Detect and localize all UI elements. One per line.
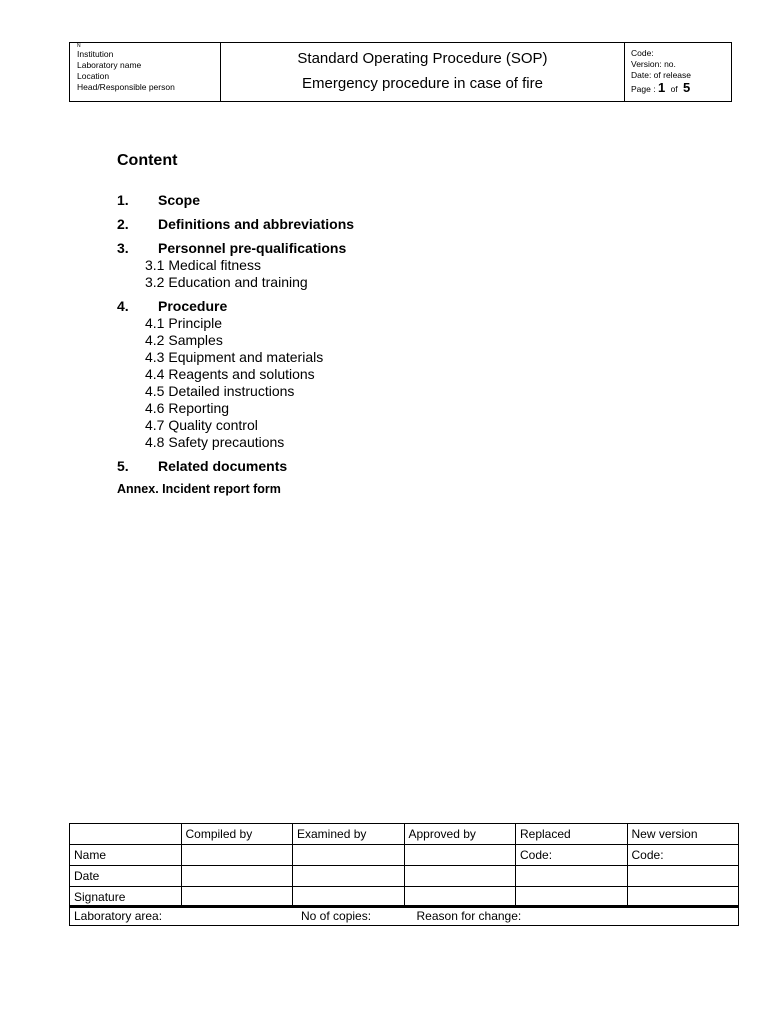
table-of-contents [117, 192, 617, 497]
toc-section-procedure [117, 298, 617, 315]
toc-section-definitions [117, 216, 617, 233]
toc-subsection: 3.1 Medical fitness [145, 257, 261, 273]
institution-label: Institution [77, 49, 114, 59]
date-label: Date: of release [631, 70, 692, 80]
toc-section-number: 4. [117, 298, 129, 314]
toc-section-label: Personnel pre-qualifications [158, 240, 347, 256]
toc-section-number: 5. [117, 458, 129, 474]
table-cell [182, 887, 294, 905]
table-cell [628, 866, 739, 886]
table-row [70, 887, 738, 908]
table-cell [628, 887, 739, 905]
page-current: 1 [657, 80, 666, 95]
document-header [69, 42, 732, 102]
toc-section-label: Scope [158, 192, 201, 208]
toc-section-label: Definitions and abbreviations [158, 216, 355, 232]
table-cell [293, 845, 405, 865]
laboratory-area-label: Laboratory area: [74, 909, 163, 923]
header-tiny-mark: N [77, 43, 81, 49]
table-cell [405, 866, 517, 886]
table-cell [405, 887, 517, 905]
laboratory-name-label: Laboratory name [77, 60, 142, 70]
toc-subsection: 4.6 Reporting [145, 400, 230, 416]
table-cell [182, 866, 294, 886]
document-title: Standard Operating Procedure (SOP) [297, 50, 548, 67]
header-title-block [221, 43, 625, 101]
toc-subsection: 4.1 Principle [145, 315, 223, 331]
table-cell: Name [70, 845, 182, 865]
table-cell [516, 866, 628, 886]
head-responsible-label: Head/Responsible person [77, 82, 175, 92]
header-meta-block [625, 43, 731, 101]
toc-section-label: Procedure [158, 298, 228, 314]
table-header-cell: Examined by [293, 824, 405, 844]
toc-section-personnel [117, 240, 617, 257]
table-cell: Code: [631, 848, 664, 862]
toc-subsection: 3.2 Education and training [145, 274, 308, 290]
table-header-cell: Compiled by [182, 824, 294, 844]
table-cell [293, 866, 405, 886]
copies-label: No of copies: [301, 909, 372, 923]
toc-section-number: 3. [117, 240, 129, 256]
table-header-cell: New version [631, 827, 698, 841]
table-cell: Code: [516, 845, 628, 865]
table-cell [405, 845, 517, 865]
page-label: Page : [631, 84, 656, 94]
content-heading: Content [117, 152, 178, 169]
page-of: of [670, 84, 678, 94]
version-label: Version: no. [631, 59, 676, 69]
table-cell [182, 845, 294, 865]
document-subtitle: Emergency procedure in case of fire [302, 75, 543, 92]
table-cell [516, 887, 628, 905]
page-indicator [631, 82, 731, 95]
header-institution-block [70, 43, 221, 101]
annex-label: Annex. Incident report form [117, 482, 281, 496]
table-header-cell: Replaced [516, 824, 628, 844]
toc-subsection: 4.8 Safety precautions [145, 434, 285, 450]
toc-subsection: 4.4 Reagents and solutions [145, 366, 315, 382]
table-cell: Signature [70, 887, 182, 905]
table-row [70, 866, 738, 887]
toc-section-number: 2. [117, 216, 129, 232]
toc-section-number: 1. [117, 192, 129, 208]
toc-subsection: 4.5 Detailed instructions [145, 383, 295, 399]
reason-for-change-label: Reason for change: [416, 909, 522, 923]
toc-subsection: 4.2 Samples [145, 332, 223, 348]
table-header-cell: Approved by [405, 824, 517, 844]
location-label: Location [77, 71, 110, 81]
table-row [70, 845, 738, 866]
toc-section-scope [117, 192, 617, 209]
page-total: 5 [683, 80, 691, 95]
table-cell: Date [70, 866, 182, 886]
toc-section-related-documents [117, 458, 617, 475]
toc-subsection: 4.3 Equipment and materials [145, 349, 324, 365]
code-label: Code: [631, 48, 654, 58]
table-footer-row [70, 908, 738, 925]
table-header-cell [70, 824, 182, 844]
toc-subsection: 4.7 Quality control [145, 417, 258, 433]
approval-table [69, 823, 739, 926]
table-header-row [70, 824, 738, 845]
table-cell [293, 887, 405, 905]
toc-section-label: Related documents [158, 458, 288, 474]
